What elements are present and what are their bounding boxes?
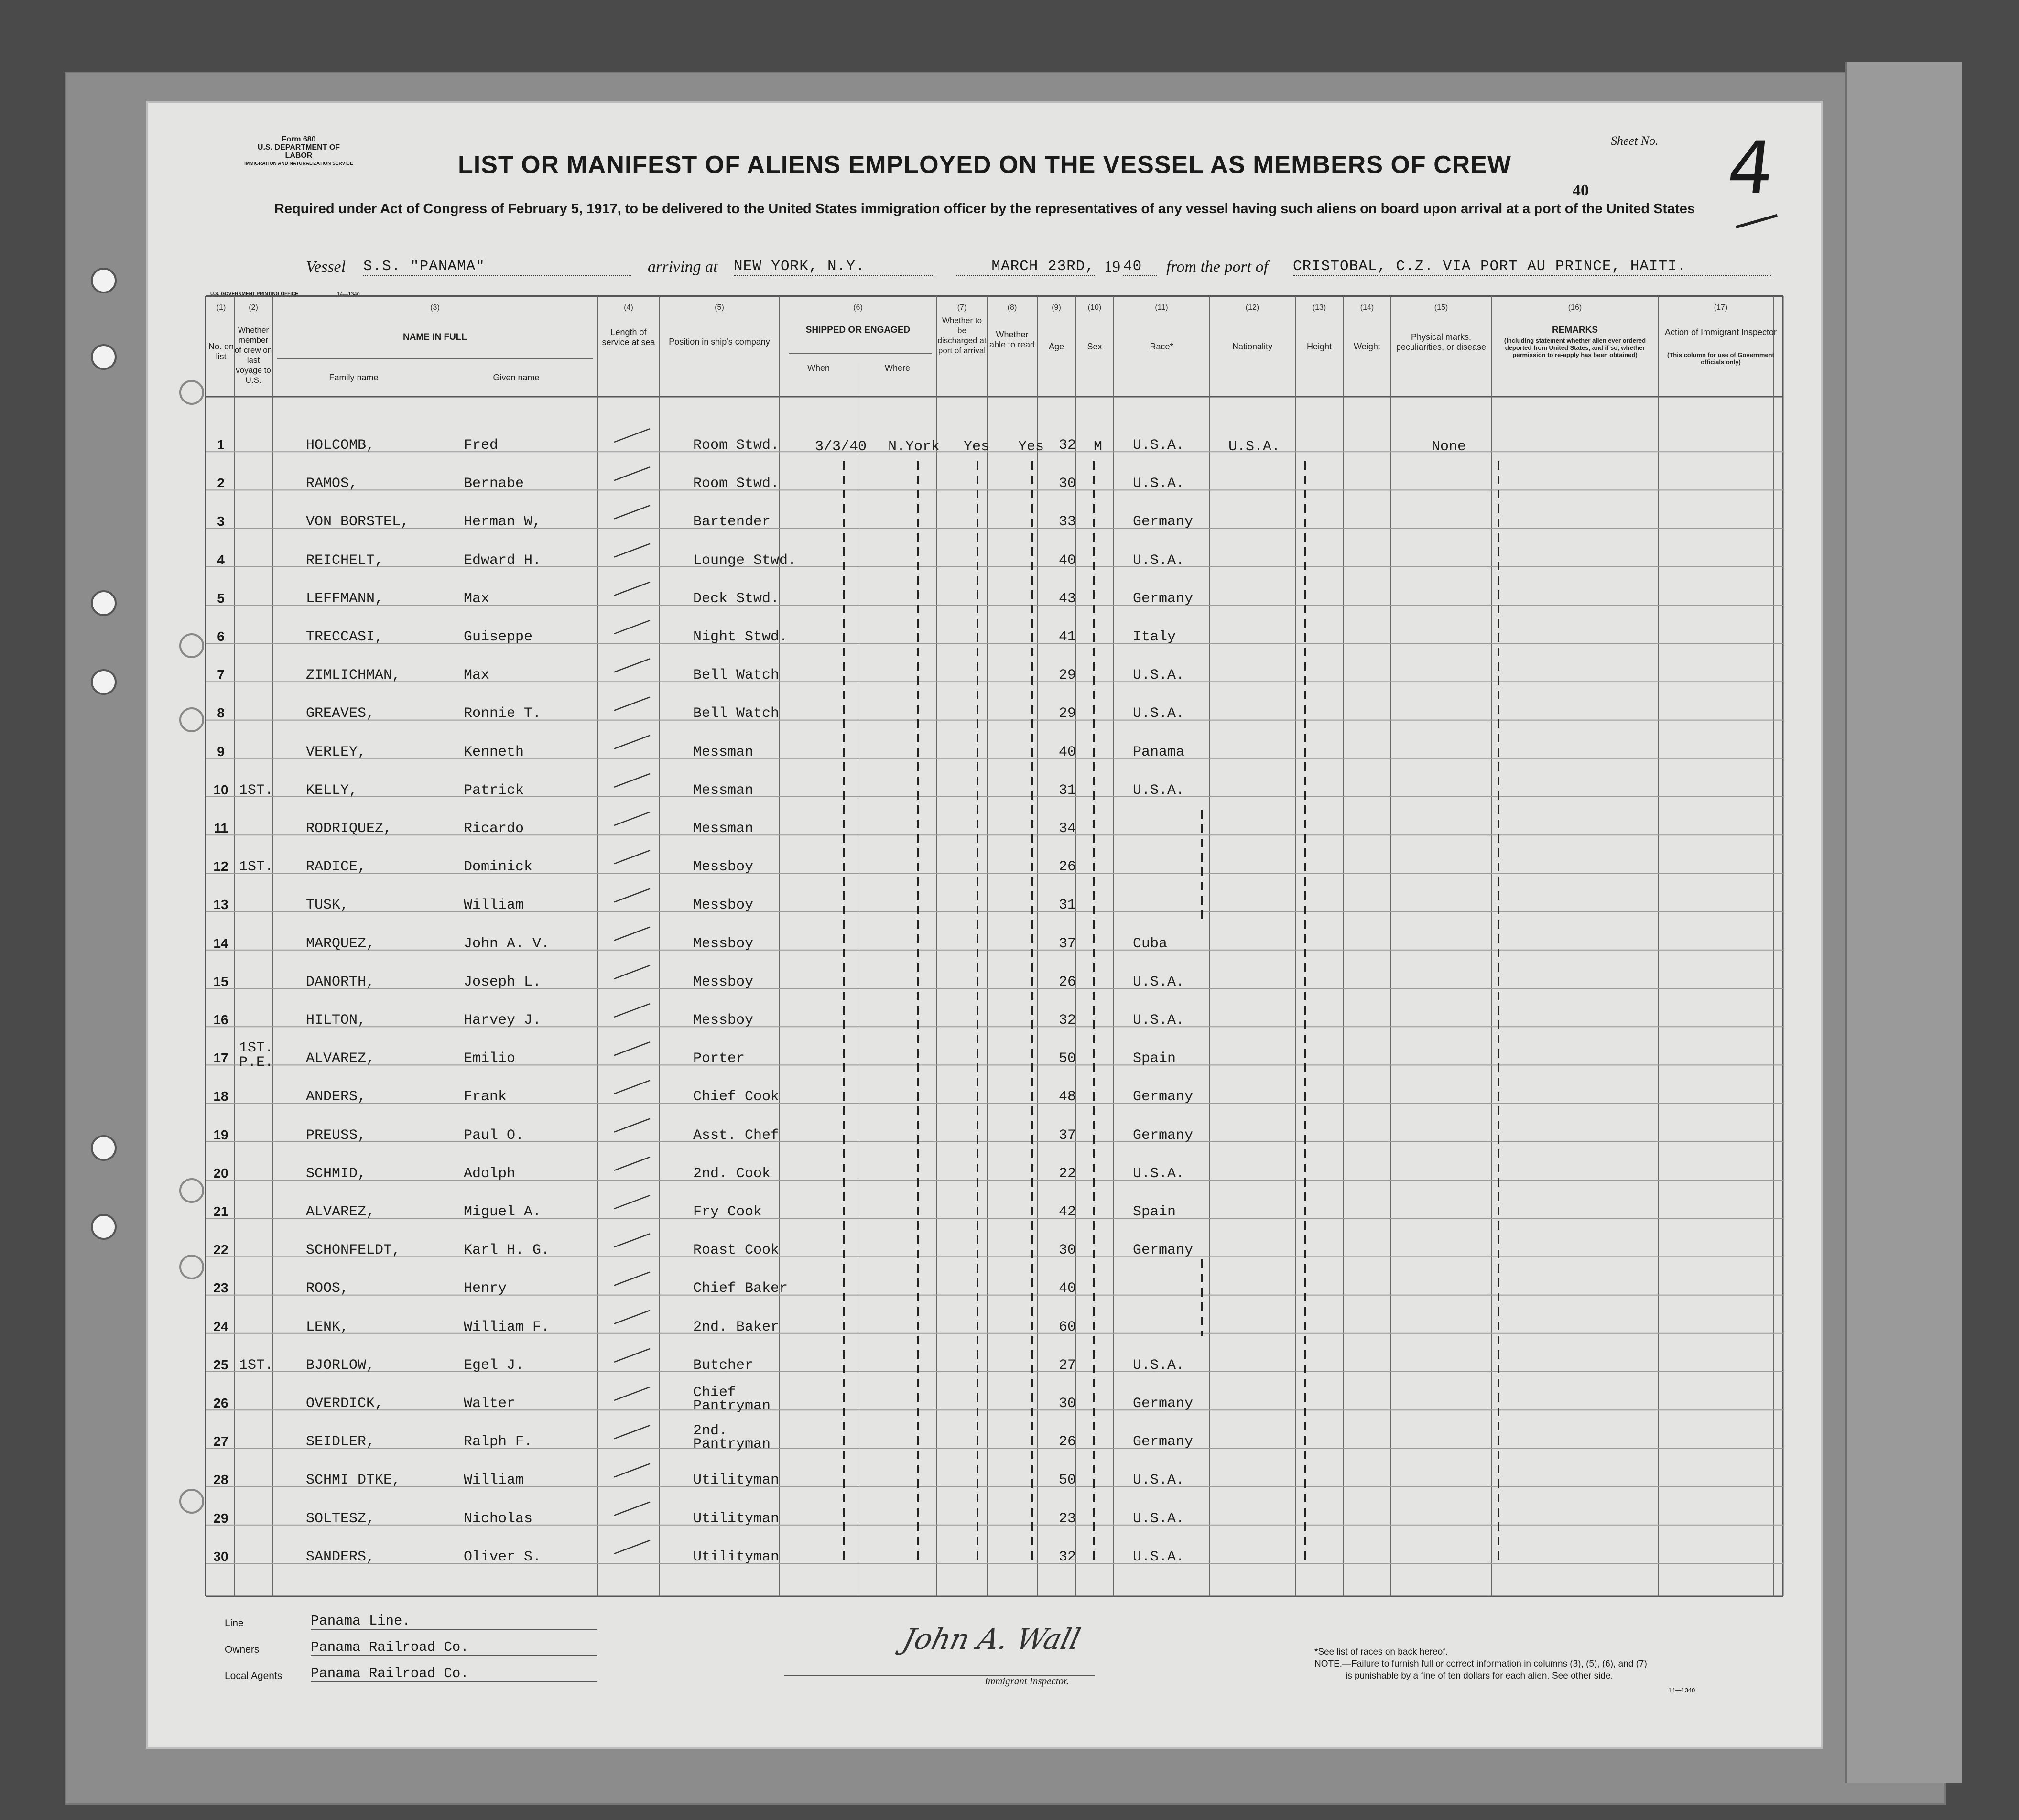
age-cell: 34 — [1059, 821, 1076, 837]
race-cell: U.S.A. — [1133, 782, 1185, 799]
race-cell: U.S.A. — [1133, 1510, 1185, 1527]
col-header-action: Action of Immigrant Inspector — [1664, 327, 1777, 337]
position-cell: Utilityman — [693, 1549, 780, 1565]
race-cell: U.S.A. — [1133, 552, 1185, 569]
position-cell: Utilityman — [693, 1510, 780, 1527]
age-cell: 48 — [1059, 1089, 1076, 1105]
row-number: 15 — [213, 974, 228, 989]
family-name-cell: SOLTESZ, — [306, 1510, 375, 1527]
row-number: 4 — [217, 552, 225, 567]
race-cell: U.S.A. — [1133, 667, 1185, 684]
race-cell: Germany — [1133, 1434, 1194, 1451]
given-name-cell: Ronnie T. — [464, 705, 542, 722]
owners-label: Owners — [225, 1644, 260, 1655]
family-name-cell: ZIMLICHMAN, — [306, 667, 401, 684]
age-cell: 29 — [1059, 667, 1076, 684]
age-cell: 41 — [1059, 629, 1076, 645]
race-cell: Spain — [1133, 1051, 1176, 1067]
age-cell: 31 — [1059, 897, 1076, 914]
col-header-race: Race* — [1150, 342, 1173, 351]
age-cell: 43 — [1059, 590, 1076, 607]
family-name-cell: BJORLOW, — [306, 1357, 375, 1374]
age-cell: 37 — [1059, 1127, 1076, 1144]
family-name-cell: VERLEY, — [306, 744, 367, 760]
manifest-sheet — [148, 103, 1821, 1747]
last-voyage-cell: 1ST. P.E. — [239, 1040, 274, 1071]
race-cell: Italy — [1133, 629, 1176, 645]
given-name-cell: Max — [464, 667, 490, 684]
row-number: 2 — [217, 476, 225, 491]
family-name-cell: RADICE, — [306, 859, 367, 876]
age-cell: 23 — [1059, 1510, 1076, 1527]
race-cell: Germany — [1133, 1396, 1194, 1412]
row-number: 9 — [217, 744, 225, 759]
race-cell: U.S.A. — [1133, 1165, 1185, 1182]
row-number: 6 — [217, 629, 225, 644]
first-where: N.York — [888, 439, 940, 455]
col-header-read: Whether able to read — [989, 330, 1035, 349]
age-cell: 26 — [1059, 974, 1076, 990]
position-cell: Chief Baker — [693, 1280, 788, 1297]
col-num-17: (17) — [1714, 303, 1728, 312]
form-code: 14—1340 — [1668, 1687, 1695, 1694]
age-cell: 42 — [1059, 1204, 1076, 1220]
given-name-cell: Ricardo — [464, 821, 524, 837]
position-cell: Bell Watch — [693, 667, 780, 684]
col-num-7: (7) — [957, 303, 967, 312]
sheet-label: Sheet No. — [1611, 134, 1659, 148]
col-header-no: No. on list — [208, 342, 234, 361]
family-name-cell: HILTON, — [306, 1012, 367, 1029]
row-number: 10 — [213, 782, 228, 797]
last-voyage-cell: 1ST. — [239, 782, 274, 799]
race-cell: Germany — [1133, 590, 1194, 607]
col-num-1: (1) — [216, 303, 226, 312]
given-name-cell: Miguel A. — [464, 1204, 542, 1220]
line-label: Line — [225, 1618, 244, 1629]
given-name-cell: Guiseppe — [464, 629, 533, 645]
col-num-10: (10) — [1087, 303, 1102, 312]
col-num-2: (2) — [249, 303, 258, 312]
position-cell: Chief Cook — [693, 1089, 780, 1105]
position-cell: Messboy — [693, 859, 754, 876]
col-num-11: (11) — [1155, 303, 1168, 312]
position-cell: Messman — [693, 744, 754, 760]
binder-hole — [91, 1135, 117, 1161]
row-number: 25 — [213, 1357, 228, 1372]
family-name-cell: LEFFMANN, — [306, 590, 384, 607]
first-when: 3/3/40 — [815, 439, 867, 455]
position-cell: 2nd. Baker — [693, 1319, 780, 1335]
given-name-cell: Oliver S. — [464, 1549, 542, 1565]
row-number: 17 — [213, 1051, 228, 1066]
given-name-cell: John A. V. — [464, 935, 550, 952]
position-cell: Messboy — [693, 974, 754, 990]
race-cell: U.S.A. — [1133, 476, 1185, 492]
first-physical: None — [1432, 439, 1466, 455]
col-header-remarks: REMARKS — [1552, 325, 1598, 335]
race-cell: Germany — [1133, 1127, 1194, 1144]
position-cell: Messman — [693, 782, 754, 799]
family-name-cell: RAMOS, — [306, 476, 358, 492]
row-number: 21 — [213, 1204, 228, 1219]
inspector-label: Immigrant Inspector. — [985, 1675, 1069, 1687]
row-number: 8 — [217, 705, 225, 721]
given-name-cell: Emilio — [464, 1051, 516, 1067]
age-cell: 31 — [1059, 782, 1076, 799]
col-header-shipped: SHIPPED OR ENGAGED — [805, 325, 911, 335]
col-num-6: (6) — [853, 303, 863, 312]
given-name-cell: Harvey J. — [464, 1012, 542, 1029]
given-name-cell: Dominick — [464, 859, 533, 876]
given-name-cell: Patrick — [464, 782, 524, 799]
family-name-cell: SCHMID, — [306, 1165, 367, 1182]
arrival-year: 40 — [1123, 258, 1157, 276]
col-header-name: NAME IN FULL — [402, 332, 467, 342]
age-cell: 33 — [1059, 514, 1076, 531]
position-cell: Room Stwd. — [693, 476, 780, 492]
vessel-label: Vessel — [306, 258, 346, 276]
inspector-signature: John A. Wall — [899, 1623, 1084, 1656]
race-cell: Germany — [1133, 1242, 1194, 1259]
col-header-age: Age — [1048, 342, 1064, 351]
penalty-note-1: NOTE.—Failure to furnish full or correct information in columns (3), (5), (6), and (7) — [1314, 1659, 1647, 1669]
race-cell: U.S.A. — [1133, 1549, 1185, 1565]
family-name-cell: DANORTH, — [306, 974, 375, 990]
arriving-label: arriving at — [648, 258, 718, 276]
col-header-sex: Sex — [1087, 342, 1102, 351]
family-name-cell: RODRIQUEZ, — [306, 821, 392, 837]
given-name-cell: Max — [464, 590, 490, 607]
row-number: 13 — [213, 897, 228, 912]
age-cell: 29 — [1059, 705, 1076, 722]
row-number: 22 — [213, 1242, 228, 1257]
family-name-cell: LENK, — [306, 1319, 349, 1335]
row-number: 26 — [213, 1396, 228, 1410]
age-cell: 22 — [1059, 1165, 1076, 1182]
family-name-cell: TRECCASI, — [306, 629, 384, 645]
age-cell: 30 — [1059, 476, 1076, 492]
penalty-note-2: is punishable by a fine of ten dollars for each alien. See other side. — [1346, 1671, 1613, 1681]
col-num-4: (4) — [624, 303, 633, 312]
row-number: 16 — [213, 1012, 228, 1027]
sheet-number: 4 — [1723, 127, 1778, 210]
family-name-cell: KELLY, — [306, 782, 358, 799]
given-name-cell: Joseph L. — [464, 974, 542, 990]
col-num-8: (8) — [1007, 303, 1017, 312]
given-name-cell: Walter — [464, 1396, 516, 1412]
col-header-when: When — [807, 363, 830, 373]
family-name-cell: SEIDLER, — [306, 1434, 375, 1451]
race-cell: U.S.A. — [1133, 437, 1185, 454]
family-name-cell: REICHELT, — [306, 552, 384, 569]
race-cell: Panama — [1133, 744, 1185, 760]
age-cell: 32 — [1059, 1549, 1076, 1565]
col-num-16: (16) — [1568, 303, 1582, 312]
given-name-cell: Egel J. — [464, 1357, 524, 1374]
race-cell: U.S.A. — [1133, 974, 1185, 990]
row-number: 14 — [213, 935, 228, 951]
age-cell: 32 — [1059, 437, 1076, 454]
age-cell: 50 — [1059, 1472, 1076, 1489]
given-name-cell: Fred — [464, 437, 499, 454]
family-name-cell: TUSK, — [306, 897, 349, 914]
first-read: Yes — [1018, 439, 1044, 455]
position-cell: Butcher — [693, 1357, 754, 1374]
page-title: LIST OR MANIFEST OF ALIENS EMPLOYED ON THE VESSEL AS MEMBERS OF CREW — [458, 151, 1511, 179]
position-cell: Messman — [693, 821, 754, 837]
race-cell: Spain — [1133, 1204, 1176, 1220]
position-cell: Fry Cook — [693, 1204, 762, 1220]
position-cell: Bell Watch — [693, 705, 780, 722]
col-header-height: Height — [1306, 342, 1332, 351]
row-number: 20 — [213, 1165, 228, 1181]
family-name-cell: SANDERS, — [306, 1549, 375, 1565]
position-cell: 2nd. Cook — [693, 1165, 771, 1182]
col-header-physical: Physical marks, peculiarities, or disease — [1396, 332, 1487, 352]
given-name-cell: Frank — [464, 1089, 507, 1105]
vessel-name: S.S. "PANAMA" — [363, 258, 631, 276]
row-number: 7 — [217, 667, 225, 682]
col-header-given: Given name — [493, 373, 540, 382]
agents-value: Panama Railroad Co. — [311, 1666, 597, 1682]
given-name-cell: Herman W, — [464, 514, 542, 531]
race-cell: Germany — [1133, 514, 1194, 531]
given-name-cell: William — [464, 897, 524, 914]
last-voyage-cell: 1ST. — [239, 1357, 274, 1374]
position-cell: Lounge Stwd. — [693, 552, 797, 569]
age-cell: 27 — [1059, 1357, 1076, 1374]
row-number: 11 — [214, 821, 228, 835]
row-number: 12 — [213, 859, 228, 874]
age-cell: 50 — [1059, 1051, 1076, 1067]
given-name-cell: William F. — [464, 1319, 550, 1335]
arriving-port: NEW YORK, N.Y. — [734, 258, 934, 276]
col-num-14: (14) — [1360, 303, 1374, 312]
row-number: 3 — [217, 514, 225, 529]
race-cell: Germany — [1133, 1089, 1194, 1105]
given-name-cell: Edward H. — [464, 552, 542, 569]
binder-hole — [91, 590, 117, 616]
age-cell: 30 — [1059, 1242, 1076, 1259]
given-name-cell: William — [464, 1472, 524, 1489]
position-cell: Roast Cook — [693, 1242, 780, 1259]
col-header-remarks-sub: (Including statement whether alien ever ordered deported from United States, and if so, whether permission to re-apply has been obtained) — [1504, 337, 1646, 358]
given-name-cell: Bernabe — [464, 476, 524, 492]
row-number: 19 — [213, 1127, 228, 1142]
position-cell: 2nd. Pantryman — [693, 1423, 771, 1453]
from-label: from the port of — [1166, 258, 1269, 276]
race-cell: U.S.A. — [1133, 705, 1185, 722]
family-name-cell: GREAVES, — [306, 705, 375, 722]
from-port: CRISTOBAL, C.Z. VIA PORT AU PRINCE, HAITI. — [1293, 258, 1771, 276]
first-discharged: Yes — [964, 439, 990, 455]
family-name-cell: ROOS, — [306, 1280, 349, 1297]
year-prefix: 19 — [1104, 258, 1120, 276]
print-code: 14—1340 — [337, 292, 360, 297]
printing-office: U.S. GOVERNMENT PRINTING OFFICE — [210, 292, 298, 297]
given-name-cell: Adolph — [464, 1165, 516, 1182]
page-subtitle: Required under Act of Congress of February 5, 1917, to be delivered to the United States immigration officer by the representatives of any vessel having such aliens on board upon arrival at a port of the United States — [274, 201, 1695, 217]
owners-value: Panama Railroad Co. — [311, 1639, 597, 1656]
family-name-cell: SCHONFELDT, — [306, 1242, 401, 1259]
given-name-cell: Ralph F. — [464, 1434, 533, 1451]
age-cell: 30 — [1059, 1396, 1076, 1412]
position-cell: Asst. Chef — [693, 1127, 780, 1144]
family-name-cell: PREUSS, — [306, 1127, 367, 1144]
position-cell: Chief Pantryman — [693, 1385, 771, 1414]
position-cell: Deck Stwd. — [693, 590, 780, 607]
position-cell: Messboy — [693, 897, 754, 914]
row-number: 1 — [217, 437, 225, 452]
row-number: 29 — [213, 1510, 228, 1526]
family-name-cell: ALVAREZ, — [306, 1051, 375, 1067]
family-name-cell: SCHMI DTKE, — [306, 1472, 401, 1489]
row-number: 23 — [213, 1280, 228, 1296]
col-header-last-voyage: Whether member of crew on last voyage to U.S. — [234, 325, 272, 385]
race-cell: Cuba — [1133, 935, 1168, 952]
family-name-cell: MARQUEZ, — [306, 935, 375, 952]
races-note: *See list of races on back hereof. — [1314, 1647, 1448, 1657]
age-cell: 40 — [1059, 552, 1076, 569]
agents-label: Local Agents — [225, 1670, 282, 1681]
margin-mark: 40 — [1573, 182, 1589, 199]
given-name-cell: Kenneth — [464, 744, 524, 760]
given-name-cell: Henry — [464, 1280, 507, 1297]
col-num-9: (9) — [1052, 303, 1061, 312]
col-num-12: (12) — [1245, 303, 1259, 312]
binder-hole — [91, 669, 117, 695]
col-header-discharged: Whether to be discharged at port of arrival — [937, 316, 987, 355]
col-num-5: (5) — [715, 303, 724, 312]
arrival-date: MARCH 23RD, — [956, 258, 1095, 276]
race-cell: U.S.A. — [1133, 1012, 1185, 1029]
col-header-where: Where — [884, 363, 910, 373]
col-header-service: Length of service at sea — [602, 327, 655, 347]
underlying-sheet — [1845, 62, 1962, 1783]
position-cell: Room Stwd. — [693, 437, 780, 454]
age-cell: 32 — [1059, 1012, 1076, 1029]
last-voyage-cell: 1ST. — [239, 859, 274, 876]
given-name-cell: Nicholas — [464, 1510, 533, 1527]
age-cell: 40 — [1059, 744, 1076, 760]
age-cell: 26 — [1059, 859, 1076, 876]
position-cell: Night Stwd. — [693, 629, 788, 645]
col-header-weight: Weight — [1354, 342, 1380, 351]
col-num-13: (13) — [1312, 303, 1326, 312]
position-cell: Messboy — [693, 935, 754, 952]
position-cell: Utilityman — [693, 1472, 780, 1489]
binder-hole — [91, 1214, 117, 1240]
row-number: 24 — [213, 1319, 228, 1334]
race-cell: U.S.A. — [1133, 1472, 1185, 1489]
family-name-cell: OVERDICK, — [306, 1396, 384, 1412]
age-cell: 26 — [1059, 1434, 1076, 1451]
first-sex: M — [1094, 439, 1103, 455]
row-number: 18 — [213, 1089, 228, 1104]
age-cell: 40 — [1059, 1280, 1076, 1297]
given-name-cell: Karl H. G. — [464, 1242, 550, 1259]
family-name-cell: ALVAREZ, — [306, 1204, 375, 1220]
col-num-15: (15) — [1434, 303, 1448, 312]
binder-hole — [91, 344, 117, 370]
row-number: 5 — [217, 590, 225, 606]
col-header-nationality: Nationality — [1232, 342, 1273, 351]
row-number: 30 — [213, 1549, 228, 1564]
race-cell: U.S.A. — [1133, 1357, 1185, 1374]
position-cell: Messboy — [693, 1012, 754, 1029]
col-header-action-sub: (This column for use of Government officials only) — [1667, 351, 1774, 366]
col-header-position: Position in ship's company — [669, 337, 770, 347]
binder-hole — [91, 268, 117, 293]
row-number: 28 — [213, 1472, 228, 1487]
family-name-cell: VON BORSTEL, — [306, 514, 410, 531]
row-number: 27 — [213, 1434, 228, 1449]
age-cell: 60 — [1059, 1319, 1076, 1335]
line-value: Panama Line. — [311, 1613, 597, 1630]
age-cell: 37 — [1059, 935, 1076, 952]
family-name-cell: ANDERS, — [306, 1089, 367, 1105]
given-name-cell: Paul O. — [464, 1127, 524, 1144]
position-cell: Bartender — [693, 514, 771, 531]
position-cell: Porter — [693, 1051, 745, 1067]
first-nationality: U.S.A. — [1228, 439, 1281, 455]
form-number: Form 680 U.S. DEPARTMENT OF LABOR IMMIGRATION AND NATURALIZATION SERVICE — [244, 135, 353, 166]
family-name-cell: HOLCOMB, — [306, 437, 375, 454]
col-num-3: (3) — [430, 303, 440, 312]
col-header-family: Family name — [329, 373, 379, 382]
